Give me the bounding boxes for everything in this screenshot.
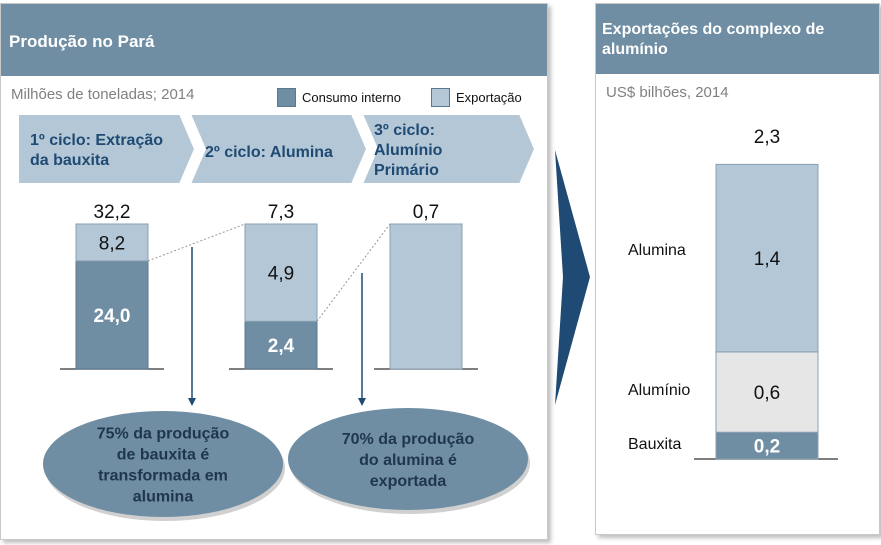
right-segment-label-bauxita: 0,2 [753,436,781,458]
legend-label-consumo: Consumo interno [302,90,401,105]
bar-total-label-1: 32,2 [93,202,131,223]
right-panel-title-line1: Exportações do complexo de [602,21,825,38]
bar-consumo-label-1: 24,0 [93,305,131,327]
callout-arrowhead-1 [188,398,196,406]
bar-exportacao-label-1: 8,2 [98,233,126,255]
stage-3-line3: Primário [374,162,439,179]
right-category-alumínio: Alumínio [628,382,691,399]
stage-3-line1: 3º ciclo: [374,122,435,139]
stage-1-line1: 1º ciclo: Extração [30,132,164,149]
right-category-alumina: Alumina [628,242,686,259]
right-panel-subtitle: US$ bilhões, 2014 [606,84,729,101]
connector-line-1 [148,224,245,261]
bar-consumo-label-2: 2,4 [267,336,295,358]
stage-2-line1: 2º ciclo: Alumina [205,144,333,161]
bar-exportacao-label-2: 4,9 [267,263,295,285]
left-panel-title: Produção no Pará [9,32,155,51]
legend-label-exportacao: Exportação [456,90,522,105]
connector-line-2 [317,224,390,321]
bar-total-label-2: 7,3 [267,202,295,223]
right-total-label: 2,3 [753,127,781,148]
right-segment-label-alumínio: 0,6 [753,383,781,405]
callout-1-line-4: alumina [132,488,194,506]
callout-1-line-1: 75% da produção [96,425,230,443]
callout-1-line-3: transformada em [98,467,228,485]
callout-2-line-3: exportada [369,473,447,490]
callout-1-line-2: de bauxita é [116,446,210,464]
right-category-bauxita: Bauxita [628,436,682,453]
bar-total-label-3: 0,7 [412,202,440,223]
bar-exportacao-3 [390,224,462,369]
callout-arrowhead-2 [358,398,366,406]
callout-2-line-1: 70% da produção [341,431,475,448]
right-panel-title-line2: alumínio [602,41,668,58]
stage-1-line2: da bauxita [30,152,110,169]
right-segment-label-alumina: 1,4 [753,249,781,271]
callout-2-line-2: do alumina é [359,452,457,469]
stage-3-line2: Alumínio [374,142,443,159]
left-panel-subtitle: Milhões de toneladas; 2014 [11,86,195,103]
